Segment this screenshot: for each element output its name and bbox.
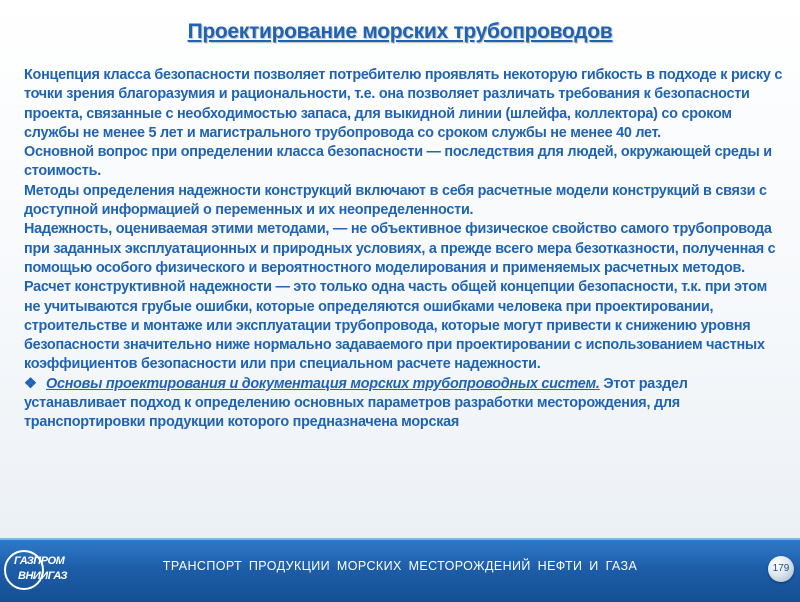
footer-bar: [0, 538, 800, 602]
slide-content: [24, 66, 784, 534]
paragraph: Расчет конструктивной надежности — это только одна часть общей концепции безопасности, т.к. при этом не учитываются грубые ошибки, которые определяются ошибками человека при проектировании, строительстве и монтаже или эксплуатации трубопровода, которые могут привести к снижению уровня безопасности значительно ниже нормально задаваемого при проектировании с использованием частных коэффициентов безопасности или при специальном расчете надежности.: [24, 279, 768, 373]
paragraph: Методы определения надежности конструкций включают в себя расчетные модели конструкций в связи с доступной информацией о переменных и их неопределенности.: [24, 182, 767, 219]
logo-line2: ВНИИГАЗ: [18, 570, 67, 582]
paragraph: Концепция класса безопасности позволяет потребителю проявлять некоторую гибкость в подходе к риску с точки зрения благоразумия и рациональности, т.е. она позволяет различать требования к безопасности проекта, связанные с необходимостью запаса, для выкидной линии (шлейфа, коллектора) со сроком службы не менее 5 лет и магистрального трубопровода со сроком службы не менее 40 лет.: [24, 67, 783, 141]
bullet-item: [24, 375, 784, 433]
diamond-bullet-icon: ❖: [24, 375, 37, 392]
logo-line1: ГАЗПРОМ: [14, 555, 65, 567]
footer-text: ТРАНСПОРТ ПРОДУКЦИИ МОРСКИХ МЕСТОРОЖДЕНИЙ НЕФТИ И ГАЗА: [162, 559, 638, 573]
slide-title: Проектирование морских трубопроводов: [187, 20, 613, 43]
paragraph: Надежность, оцениваемая этими методами, — не объективное физическое свойство самого трубопровода при заданных эксплуатационных и природных условиях, а прежде всего мера безотказности, полученная с помощью особого физического и вероятностного моделирования и применяемых расчетных методов.: [24, 221, 776, 276]
bullet-italic-text: Основы проектирования и документация морских трубопроводных систем.: [46, 375, 600, 392]
bullet-text: Этот раздел устанавливает подход к определению основных параметров разработки месторождения, для транспортировки продукции которого предназначена морская: [24, 375, 688, 431]
paragraph: Основной вопрос при определении класса безопасности — последствия для людей, окружающей среды и стоимость.: [24, 144, 772, 180]
page-number: 179: [768, 556, 794, 582]
